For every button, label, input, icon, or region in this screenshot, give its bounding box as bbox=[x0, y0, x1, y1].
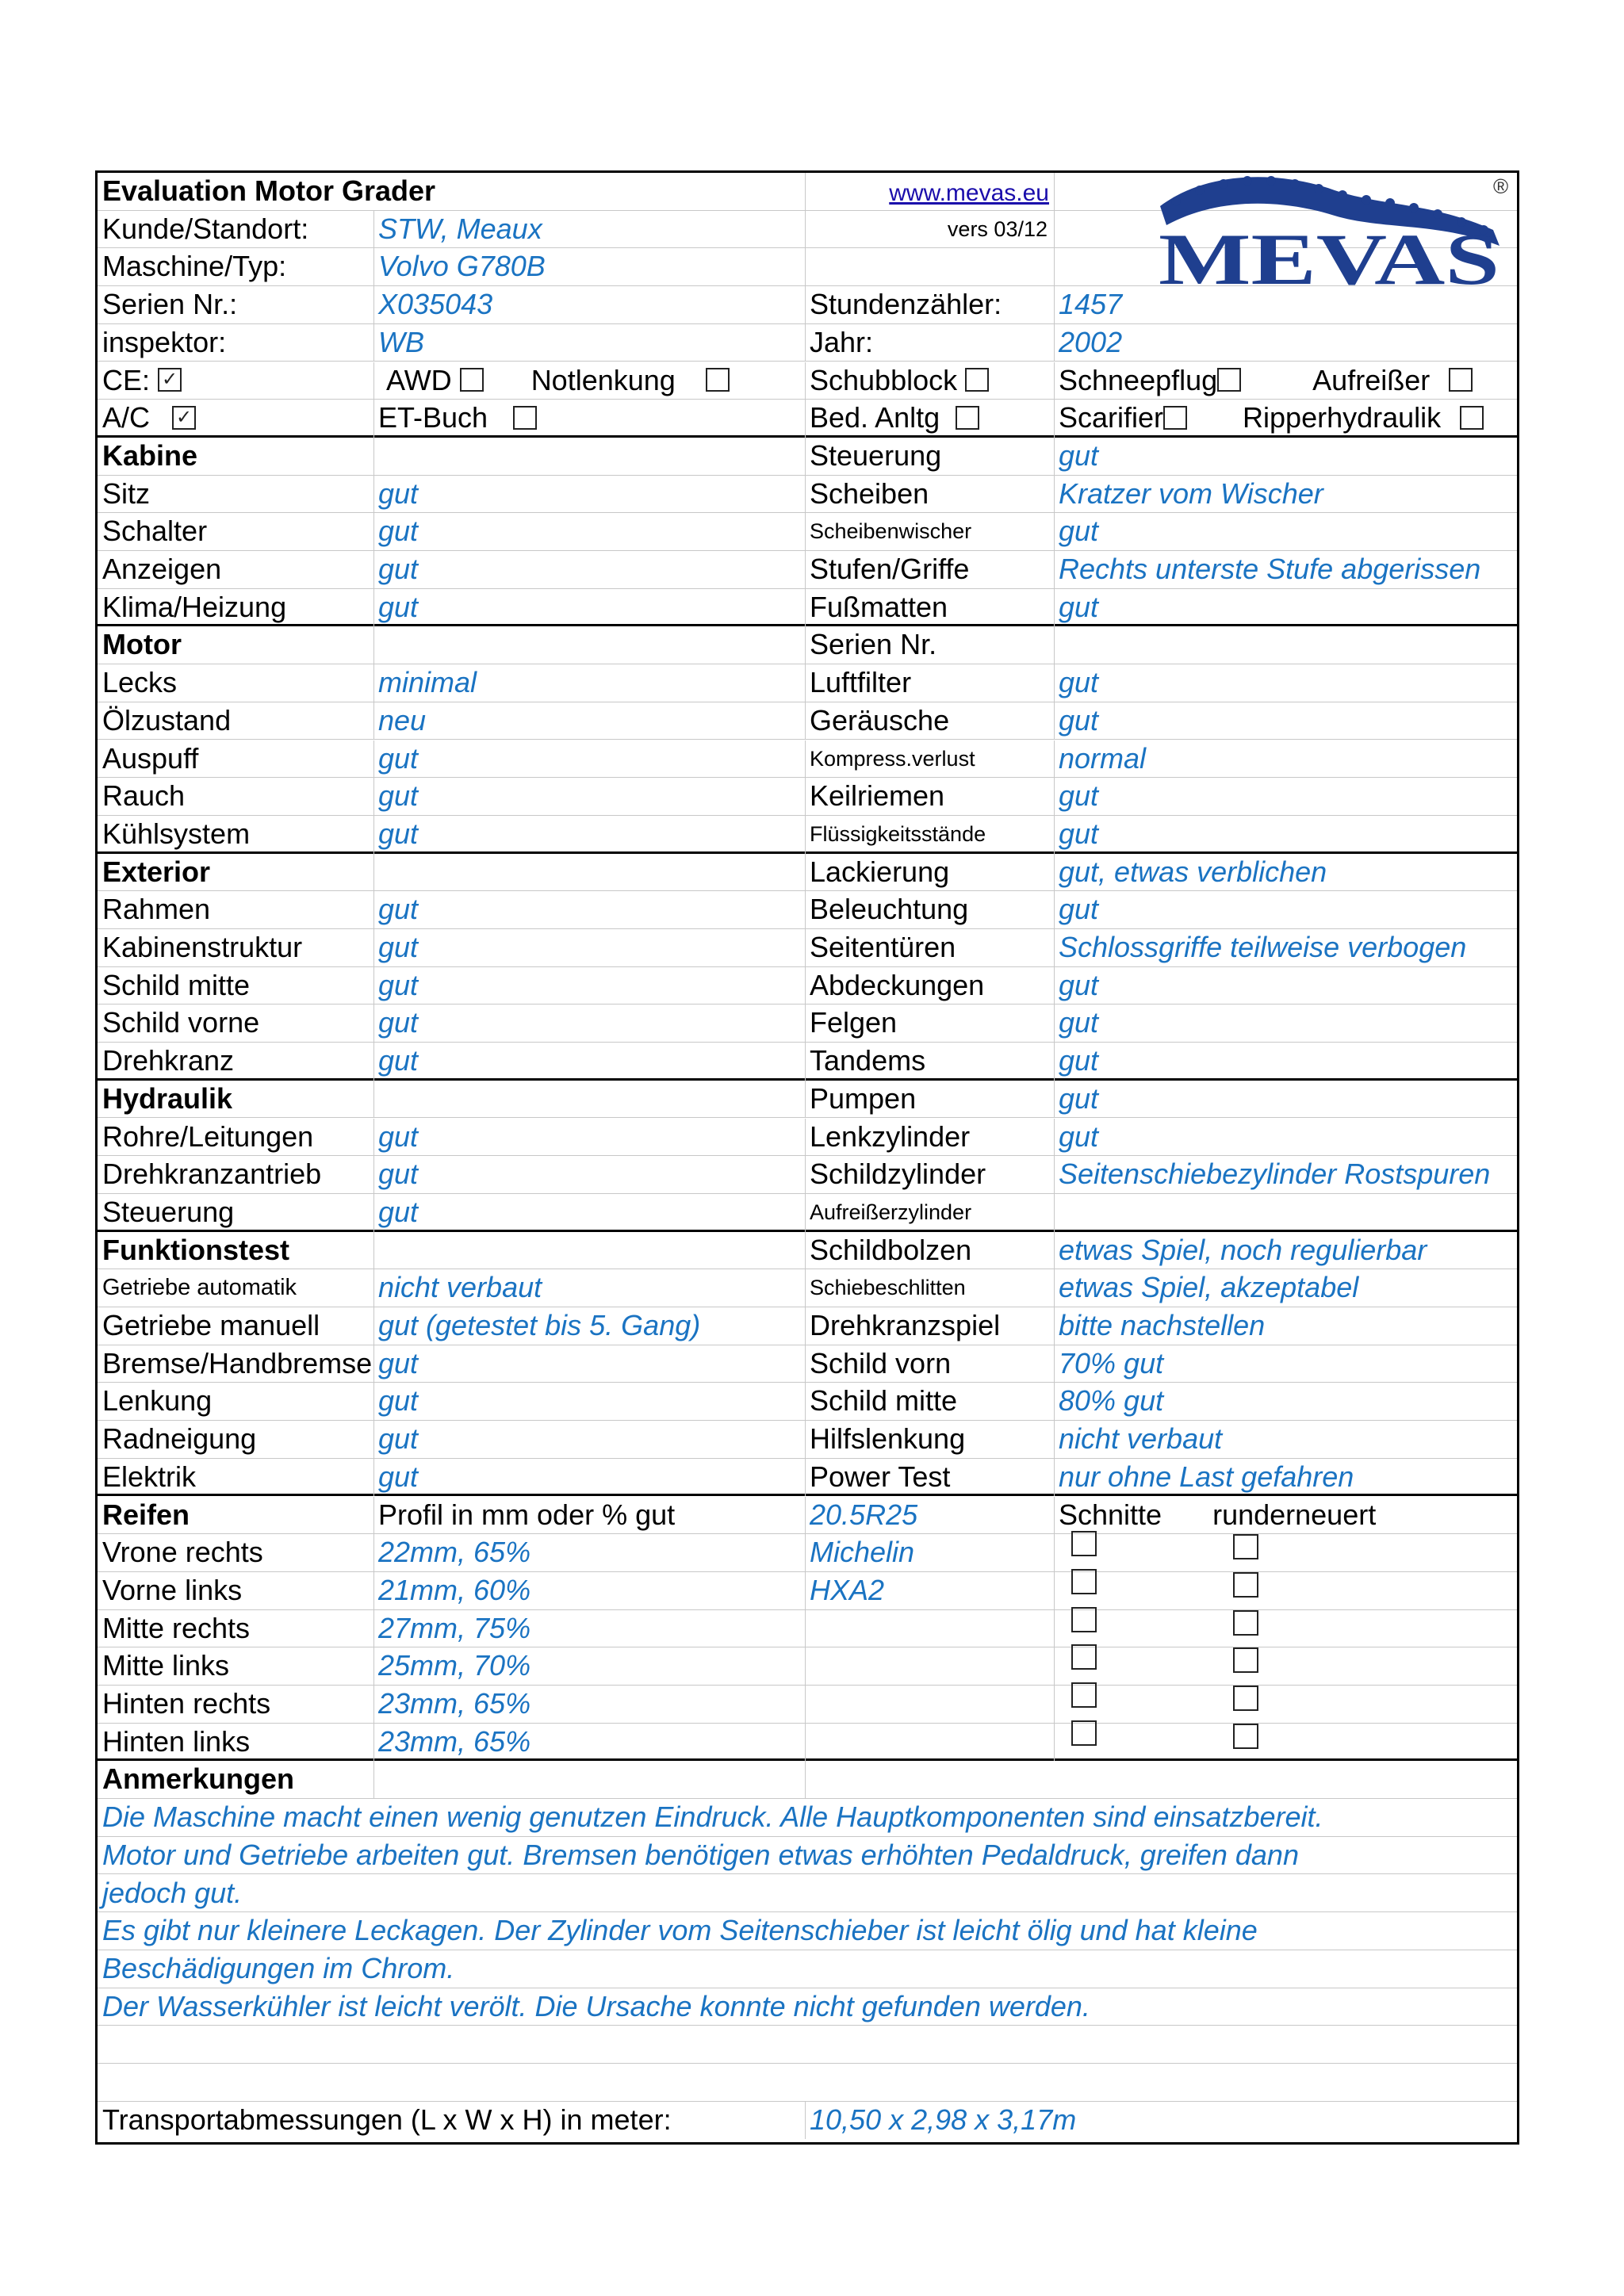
hydraulik-row bbox=[98, 1194, 1517, 1232]
tire-row bbox=[98, 1686, 1517, 1724]
remark-line: Beschädigungen im Chrom. bbox=[102, 1951, 455, 1984]
kabine-row bbox=[98, 476, 1517, 514]
schubblock-checkbox[interactable] bbox=[965, 368, 989, 392]
kabine-row bbox=[98, 438, 1517, 476]
kabine-label: Scheiben bbox=[810, 476, 929, 510]
funktionstest-value: nicht verbaut bbox=[378, 1271, 542, 1304]
options-row-2 bbox=[98, 400, 1517, 438]
tire-profile: 25mm, 70% bbox=[378, 1649, 531, 1682]
exterior-value: gut bbox=[378, 893, 419, 926]
ac-label: A/C bbox=[102, 401, 151, 434]
funktionstest-row bbox=[98, 1345, 1517, 1383]
exterior-label: Rahmen bbox=[102, 893, 211, 926]
exterior-label: Schild mitte bbox=[102, 968, 251, 1001]
remark-row bbox=[98, 1912, 1517, 1950]
funktionstest-value: 80% gut bbox=[1059, 1384, 1164, 1418]
tire-row bbox=[98, 1610, 1517, 1648]
empty-row bbox=[98, 2026, 1517, 2064]
kabine-value: gut bbox=[378, 553, 419, 585]
schubblock-cell bbox=[805, 362, 1054, 400]
funktionstest-value: nicht verbaut bbox=[1059, 1422, 1223, 1456]
remark-line: jedoch gut. bbox=[102, 1876, 243, 1909]
funktionstest-value: 70% gut bbox=[1059, 1346, 1164, 1380]
tire-profile: 21mm, 60% bbox=[378, 1573, 531, 1606]
exterior-row bbox=[98, 1004, 1517, 1043]
mevas-logo-graphic bbox=[1144, 174, 1515, 293]
exterior-value: gut bbox=[1059, 893, 1099, 926]
motor-value: gut bbox=[1059, 666, 1099, 699]
motor-value bbox=[1054, 626, 1517, 664]
exterior-value: gut bbox=[378, 1044, 419, 1077]
aufreisser-checkbox[interactable] bbox=[1449, 368, 1473, 392]
schnitte-checkbox[interactable] bbox=[1071, 1644, 1097, 1670]
motor-row bbox=[98, 740, 1517, 779]
schubblock-label: Schubblock bbox=[810, 363, 958, 396]
exterior-value: gut, etwas verblichen bbox=[1059, 855, 1327, 888]
serien-value: X035043 bbox=[378, 288, 493, 321]
schnitte-checkbox[interactable] bbox=[1071, 1569, 1097, 1594]
funktionstest-value: gut bbox=[378, 1384, 419, 1418]
motor-value: gut bbox=[378, 779, 419, 813]
form-title: Evaluation Motor Grader bbox=[102, 174, 436, 207]
motor-value: gut bbox=[1059, 703, 1099, 737]
tire-row bbox=[98, 1572, 1517, 1610]
schneepflug-label: Schneepflug bbox=[1059, 363, 1218, 396]
hydraulik-label: Steuerung bbox=[102, 1195, 235, 1228]
motor-value: gut bbox=[1059, 779, 1099, 813]
website-cell bbox=[805, 173, 1054, 210]
empty-row bbox=[98, 2064, 1517, 2102]
remark-line: Der Wasserkühler ist leicht verölt. Die Ursache konnte nicht gefunden werden. bbox=[102, 1989, 1090, 2022]
exterior-row bbox=[98, 967, 1517, 1005]
notlenkung-checkbox[interactable] bbox=[706, 368, 730, 392]
ce-label: CE: bbox=[102, 363, 151, 396]
funktionstest-label: Schiebeschlitten bbox=[810, 1276, 966, 1300]
motor-label: Rauch bbox=[102, 779, 186, 813]
motor-label: Serien Nr. bbox=[810, 628, 937, 661]
exterior-label: Schild vorne bbox=[102, 1006, 260, 1039]
kabine-row bbox=[98, 589, 1517, 627]
kabine-value: Rechts unterste Stufe abgerissen bbox=[1059, 553, 1481, 585]
funktionstest-value: etwas Spiel, akzeptabel bbox=[1059, 1271, 1359, 1304]
exterior-label: Drehkranz bbox=[102, 1044, 235, 1077]
hydraulik-value: gut bbox=[1059, 1119, 1099, 1153]
kabine-row bbox=[98, 513, 1517, 551]
remark-line: Die Maschine macht einen wenig genutzen Eindruck. Alle Hauptkomponenten sind einsatzbereit. bbox=[102, 1800, 1323, 1834]
exterior-label: Tandems bbox=[810, 1044, 926, 1077]
kabine-value: gut bbox=[378, 476, 419, 510]
motor-label: Kompress.verlust bbox=[810, 746, 975, 771]
tire-info bbox=[805, 1724, 1054, 1759]
runderneuert-checkbox[interactable] bbox=[1233, 1572, 1258, 1598]
funktionstest-label: Bremse/Handbremse bbox=[102, 1346, 373, 1380]
kabine-label: Schalter bbox=[102, 515, 208, 548]
motor-value: gut bbox=[378, 817, 419, 850]
motor-label: Geräusche bbox=[810, 703, 950, 737]
bed-anltg-cell bbox=[805, 400, 1054, 435]
version-label: vers 03/12 bbox=[947, 216, 1048, 241]
funktionstest-row bbox=[98, 1459, 1517, 1497]
maschine-label: Maschine/Typ: bbox=[102, 250, 287, 283]
funktionstest-row bbox=[98, 1307, 1517, 1345]
kabine-label: Scheibenwischer bbox=[810, 519, 972, 544]
transport-value: 10,50 x 2,98 x 3,17m bbox=[810, 2103, 1077, 2136]
exterior-value: gut bbox=[378, 968, 419, 1001]
motor-label: Luftfilter bbox=[810, 666, 912, 699]
exterior-label: Lackierung bbox=[810, 855, 950, 888]
hydraulik-value: gut bbox=[378, 1119, 419, 1153]
kabine-label: Klima/Heizung bbox=[102, 590, 287, 623]
reifen-title: Reifen bbox=[102, 1498, 190, 1531]
bed-anltg-checkbox[interactable] bbox=[956, 406, 979, 430]
kabine-value: gut bbox=[1059, 438, 1099, 472]
tire-profile: 22mm, 65% bbox=[378, 1536, 531, 1569]
kabine-title: Kabine bbox=[102, 438, 198, 472]
serien-label: Serien Nr.: bbox=[102, 288, 238, 321]
et-buch-cell bbox=[373, 400, 805, 435]
tire-size: 20.5R25 bbox=[810, 1498, 918, 1531]
hydraulik-value: gut bbox=[378, 1195, 419, 1228]
hydraulik-label: Aufreißerzylinder bbox=[810, 1200, 972, 1224]
schnitte-checkbox[interactable] bbox=[1071, 1720, 1097, 1746]
kabine-value: gut bbox=[1059, 590, 1099, 623]
hydraulik-row bbox=[98, 1081, 1517, 1119]
hydraulik-label: Schildzylinder bbox=[810, 1158, 986, 1191]
ac-checkbox[interactable]: ✓ bbox=[172, 406, 196, 430]
exterior-label: Seitentüren bbox=[810, 931, 956, 963]
hydraulik-row bbox=[98, 1156, 1517, 1194]
funktionstest-label: Schild vorn bbox=[810, 1346, 952, 1380]
tire-info bbox=[805, 1647, 1054, 1685]
tire-row bbox=[98, 1647, 1517, 1686]
remark-row bbox=[98, 1799, 1517, 1837]
funktionstest-label: Radneigung bbox=[102, 1422, 257, 1456]
hydraulik-value: gut bbox=[378, 1158, 419, 1191]
exterior-label: Beleuchtung bbox=[810, 893, 969, 926]
funktionstest-value: etwas Spiel, noch regulierbar bbox=[1059, 1233, 1427, 1266]
options-row-1 bbox=[98, 362, 1517, 400]
funktionstest-value: gut bbox=[378, 1422, 419, 1456]
anmerkungen-title: Anmerkungen bbox=[102, 1762, 295, 1796]
funktionstest-value: gut (getestet bis 5. Gang) bbox=[378, 1309, 701, 1341]
kunde-value: STW, Meaux bbox=[378, 212, 542, 245]
motor-value: gut bbox=[378, 741, 419, 775]
exterior-row bbox=[98, 1043, 1517, 1081]
transport-row bbox=[98, 2102, 1517, 2140]
exterior-row bbox=[98, 854, 1517, 892]
scarifier-cell bbox=[1054, 400, 1517, 435]
motor-value: gut bbox=[1059, 817, 1099, 850]
kabine-value: gut bbox=[1059, 515, 1099, 548]
awd-checkbox[interactable] bbox=[460, 368, 484, 392]
motor-value: normal bbox=[1059, 741, 1147, 775]
exterior-value: gut bbox=[378, 1006, 419, 1039]
hydraulik-label: Lenkzylinder bbox=[810, 1119, 971, 1153]
funktionstest-label: Hilfslenkung bbox=[810, 1422, 966, 1456]
schnitte-label: Schnitte bbox=[1059, 1498, 1162, 1531]
funktionstest-value: gut bbox=[378, 1346, 419, 1380]
motor-label: Ölzustand bbox=[102, 703, 232, 737]
reifen-header-row bbox=[98, 1497, 1517, 1535]
tire-position: Vrone rechts bbox=[102, 1536, 263, 1569]
funktionstest-label: Drehkranzspiel bbox=[810, 1309, 1001, 1341]
tire-info bbox=[805, 1610, 1054, 1647]
runderneuert-checkbox[interactable] bbox=[1233, 1724, 1258, 1749]
ripperhydraulik-label: Ripperhydraulik bbox=[1243, 401, 1442, 434]
funktionstest-value: bitte nachstellen bbox=[1059, 1309, 1266, 1341]
kabine-label: Fußmatten bbox=[810, 590, 948, 623]
motor-label: Kühlsystem bbox=[102, 817, 251, 850]
exterior-value: gut bbox=[1059, 1006, 1099, 1039]
exterior-value: Schlossgriffe teilweise verbogen bbox=[1059, 931, 1467, 963]
motor-row bbox=[98, 816, 1517, 854]
motor-row bbox=[98, 702, 1517, 740]
awd-label: AWD bbox=[386, 363, 452, 396]
funktionstest-label: Schildbolzen bbox=[810, 1233, 972, 1266]
motor-title: Motor bbox=[102, 628, 182, 661]
notlenkung-label: Notlenkung bbox=[530, 363, 676, 396]
kunde-label: Kunde/Standort: bbox=[102, 212, 309, 245]
evaluation-sheet bbox=[95, 170, 1519, 2145]
exterior-label: Felgen bbox=[810, 1006, 898, 1039]
registered-mark: ® bbox=[1493, 174, 1509, 198]
schnitte-checkbox[interactable] bbox=[1071, 1607, 1097, 1632]
exterior-label: Kabinenstruktur bbox=[102, 931, 303, 963]
exterior-title: Exterior bbox=[102, 855, 211, 888]
exterior-value: gut bbox=[378, 931, 419, 963]
runderneuert-label: runderneuert bbox=[1212, 1498, 1377, 1531]
ripperhydraulik-checkbox[interactable] bbox=[1460, 406, 1484, 430]
remark-row bbox=[98, 1950, 1517, 1988]
funktionstest-row bbox=[98, 1232, 1517, 1270]
website-link[interactable]: www.mevas.eu bbox=[889, 180, 1049, 206]
remark-line: Motor und Getriebe arbeiten gut. Bremsen benötigen etwas erhöhten Pedaldruck, greifen dann bbox=[102, 1838, 1299, 1871]
profil-header: Profil in mm oder % gut bbox=[378, 1498, 676, 1531]
funktionstest-label: Lenkung bbox=[102, 1384, 213, 1418]
schneepflug-checkbox[interactable] bbox=[1217, 368, 1241, 392]
kabine-value: Kratzer vom Wischer bbox=[1059, 476, 1323, 510]
funktionstest-label: Elektrik bbox=[102, 1460, 197, 1493]
hydraulik-row bbox=[98, 1119, 1517, 1157]
runderneuert-checkbox[interactable] bbox=[1233, 1534, 1258, 1559]
tire-position: Mitte links bbox=[102, 1649, 230, 1682]
tire-checks-header bbox=[1054, 1497, 1517, 1534]
motor-label: Lecks bbox=[102, 666, 178, 699]
funktionstest-title: Funktionstest bbox=[102, 1233, 290, 1266]
exterior-value: gut bbox=[1059, 968, 1099, 1001]
exterior-label: Abdeckungen bbox=[810, 968, 985, 1001]
kabine-value: gut bbox=[378, 515, 419, 548]
funktionstest-label: Getriebe manuell bbox=[102, 1309, 320, 1341]
tire-info: Michelin bbox=[810, 1536, 915, 1569]
scarifier-label: Scarifier bbox=[1059, 401, 1164, 434]
runderneuert-checkbox[interactable] bbox=[1233, 1647, 1258, 1673]
motor-value: minimal bbox=[378, 666, 477, 699]
funktionstest-value: nur ohne Last gefahren bbox=[1059, 1460, 1354, 1493]
schnitte-checkbox[interactable] bbox=[1071, 1531, 1097, 1556]
hydraulik-value: Seitenschiebezylinder Rostspuren bbox=[1059, 1158, 1491, 1191]
et-buch-label: ET-Buch bbox=[378, 401, 488, 434]
stunden-value: 1457 bbox=[1059, 288, 1123, 321]
ce-checkbox[interactable]: ✓ bbox=[158, 368, 182, 392]
hydraulik-value bbox=[1054, 1194, 1517, 1230]
runderneuert-checkbox[interactable] bbox=[1233, 1610, 1258, 1636]
funktionstest-row bbox=[98, 1383, 1517, 1421]
ce-cell bbox=[98, 362, 373, 400]
maschine-value: Volvo G780B bbox=[378, 250, 546, 283]
kabine-value: gut bbox=[378, 590, 419, 623]
awd-cell bbox=[373, 362, 805, 400]
hydraulik-label: Pumpen bbox=[810, 1081, 917, 1115]
exterior-value: gut bbox=[1059, 1044, 1099, 1077]
kabine-label: Steuerung bbox=[810, 438, 942, 472]
hydraulik-value: gut bbox=[1059, 1081, 1099, 1115]
et-buch-checkbox[interactable] bbox=[513, 406, 537, 430]
exterior-row bbox=[98, 929, 1517, 967]
tire-row bbox=[98, 1534, 1517, 1572]
schneepflug-cell bbox=[1054, 362, 1517, 400]
funktionstest-value: gut bbox=[378, 1460, 419, 1493]
remark-row bbox=[98, 1988, 1517, 2026]
runderneuert-checkbox[interactable] bbox=[1233, 1686, 1258, 1711]
exterior-row bbox=[98, 891, 1517, 929]
transport-label: Transportabmessungen (L x W x H) in meter: bbox=[102, 2103, 672, 2136]
tire-profile: 23mm, 65% bbox=[378, 1724, 531, 1758]
hydraulik-label: Rohre/Leitungen bbox=[102, 1119, 314, 1153]
bed-anltg-label: Bed. Anltg bbox=[810, 401, 940, 434]
funktionstest-row bbox=[98, 1421, 1517, 1459]
tire-profile: 27mm, 75% bbox=[378, 1611, 531, 1644]
jahr-value: 2002 bbox=[1059, 325, 1123, 358]
funktionstest-label: Power Test bbox=[810, 1460, 951, 1493]
ac-cell bbox=[98, 400, 373, 435]
motor-value: neu bbox=[378, 703, 427, 737]
stunden-label: Stundenzähler: bbox=[810, 288, 1002, 321]
logo-text: MEVAS bbox=[1159, 219, 1500, 293]
funktionstest-row bbox=[98, 1269, 1517, 1307]
mevas-logo bbox=[1144, 174, 1515, 293]
motor-row bbox=[98, 778, 1517, 816]
tire-position: Hinten rechts bbox=[102, 1687, 271, 1720]
tire-position: Mitte rechts bbox=[102, 1611, 251, 1644]
kabine-row bbox=[98, 551, 1517, 589]
anmerkungen-header-row bbox=[98, 1761, 1517, 1799]
kabine-label: Sitz bbox=[102, 476, 151, 510]
hydraulik-title: Hydraulik bbox=[102, 1081, 233, 1115]
tire-info bbox=[805, 1686, 1054, 1723]
kabine-label: Anzeigen bbox=[102, 553, 222, 585]
tire-position: Vorne links bbox=[102, 1573, 243, 1606]
funktionstest-label: Schild mitte bbox=[810, 1384, 958, 1418]
schnitte-checkbox[interactable] bbox=[1071, 1682, 1097, 1708]
motor-label: Flüssigkeitsstände bbox=[810, 821, 986, 846]
jahr-label: Jahr: bbox=[810, 325, 874, 358]
remark-row bbox=[98, 1837, 1517, 1875]
hydraulik-label: Drehkranzantrieb bbox=[102, 1158, 322, 1191]
tire-profile: 23mm, 65% bbox=[378, 1687, 531, 1720]
motor-row bbox=[98, 626, 1517, 664]
motor-label: Keilriemen bbox=[810, 779, 945, 813]
funktionstest-label: Getriebe automatik bbox=[102, 1275, 297, 1301]
kabine-label: Stufen/Griffe bbox=[810, 553, 970, 585]
aufreisser-label: Aufreißer bbox=[1312, 363, 1431, 396]
tire-row bbox=[98, 1724, 1517, 1762]
inspektor-label: inspektor: bbox=[102, 325, 227, 358]
inspektor-row bbox=[98, 324, 1517, 362]
tire-info: HXA2 bbox=[810, 1573, 885, 1606]
remark-line: Es gibt nur kleinere Leckagen. Der Zylinder vom Seitenschieber ist leicht ölig und hat kleine bbox=[102, 1914, 1258, 1947]
motor-label: Auspuff bbox=[102, 741, 199, 775]
motor-row bbox=[98, 664, 1517, 702]
scarifier-checkbox[interactable] bbox=[1163, 406, 1187, 430]
tire-position: Hinten links bbox=[102, 1724, 251, 1758]
inspektor-value: WB bbox=[378, 325, 424, 358]
remark-row bbox=[98, 1875, 1517, 1913]
